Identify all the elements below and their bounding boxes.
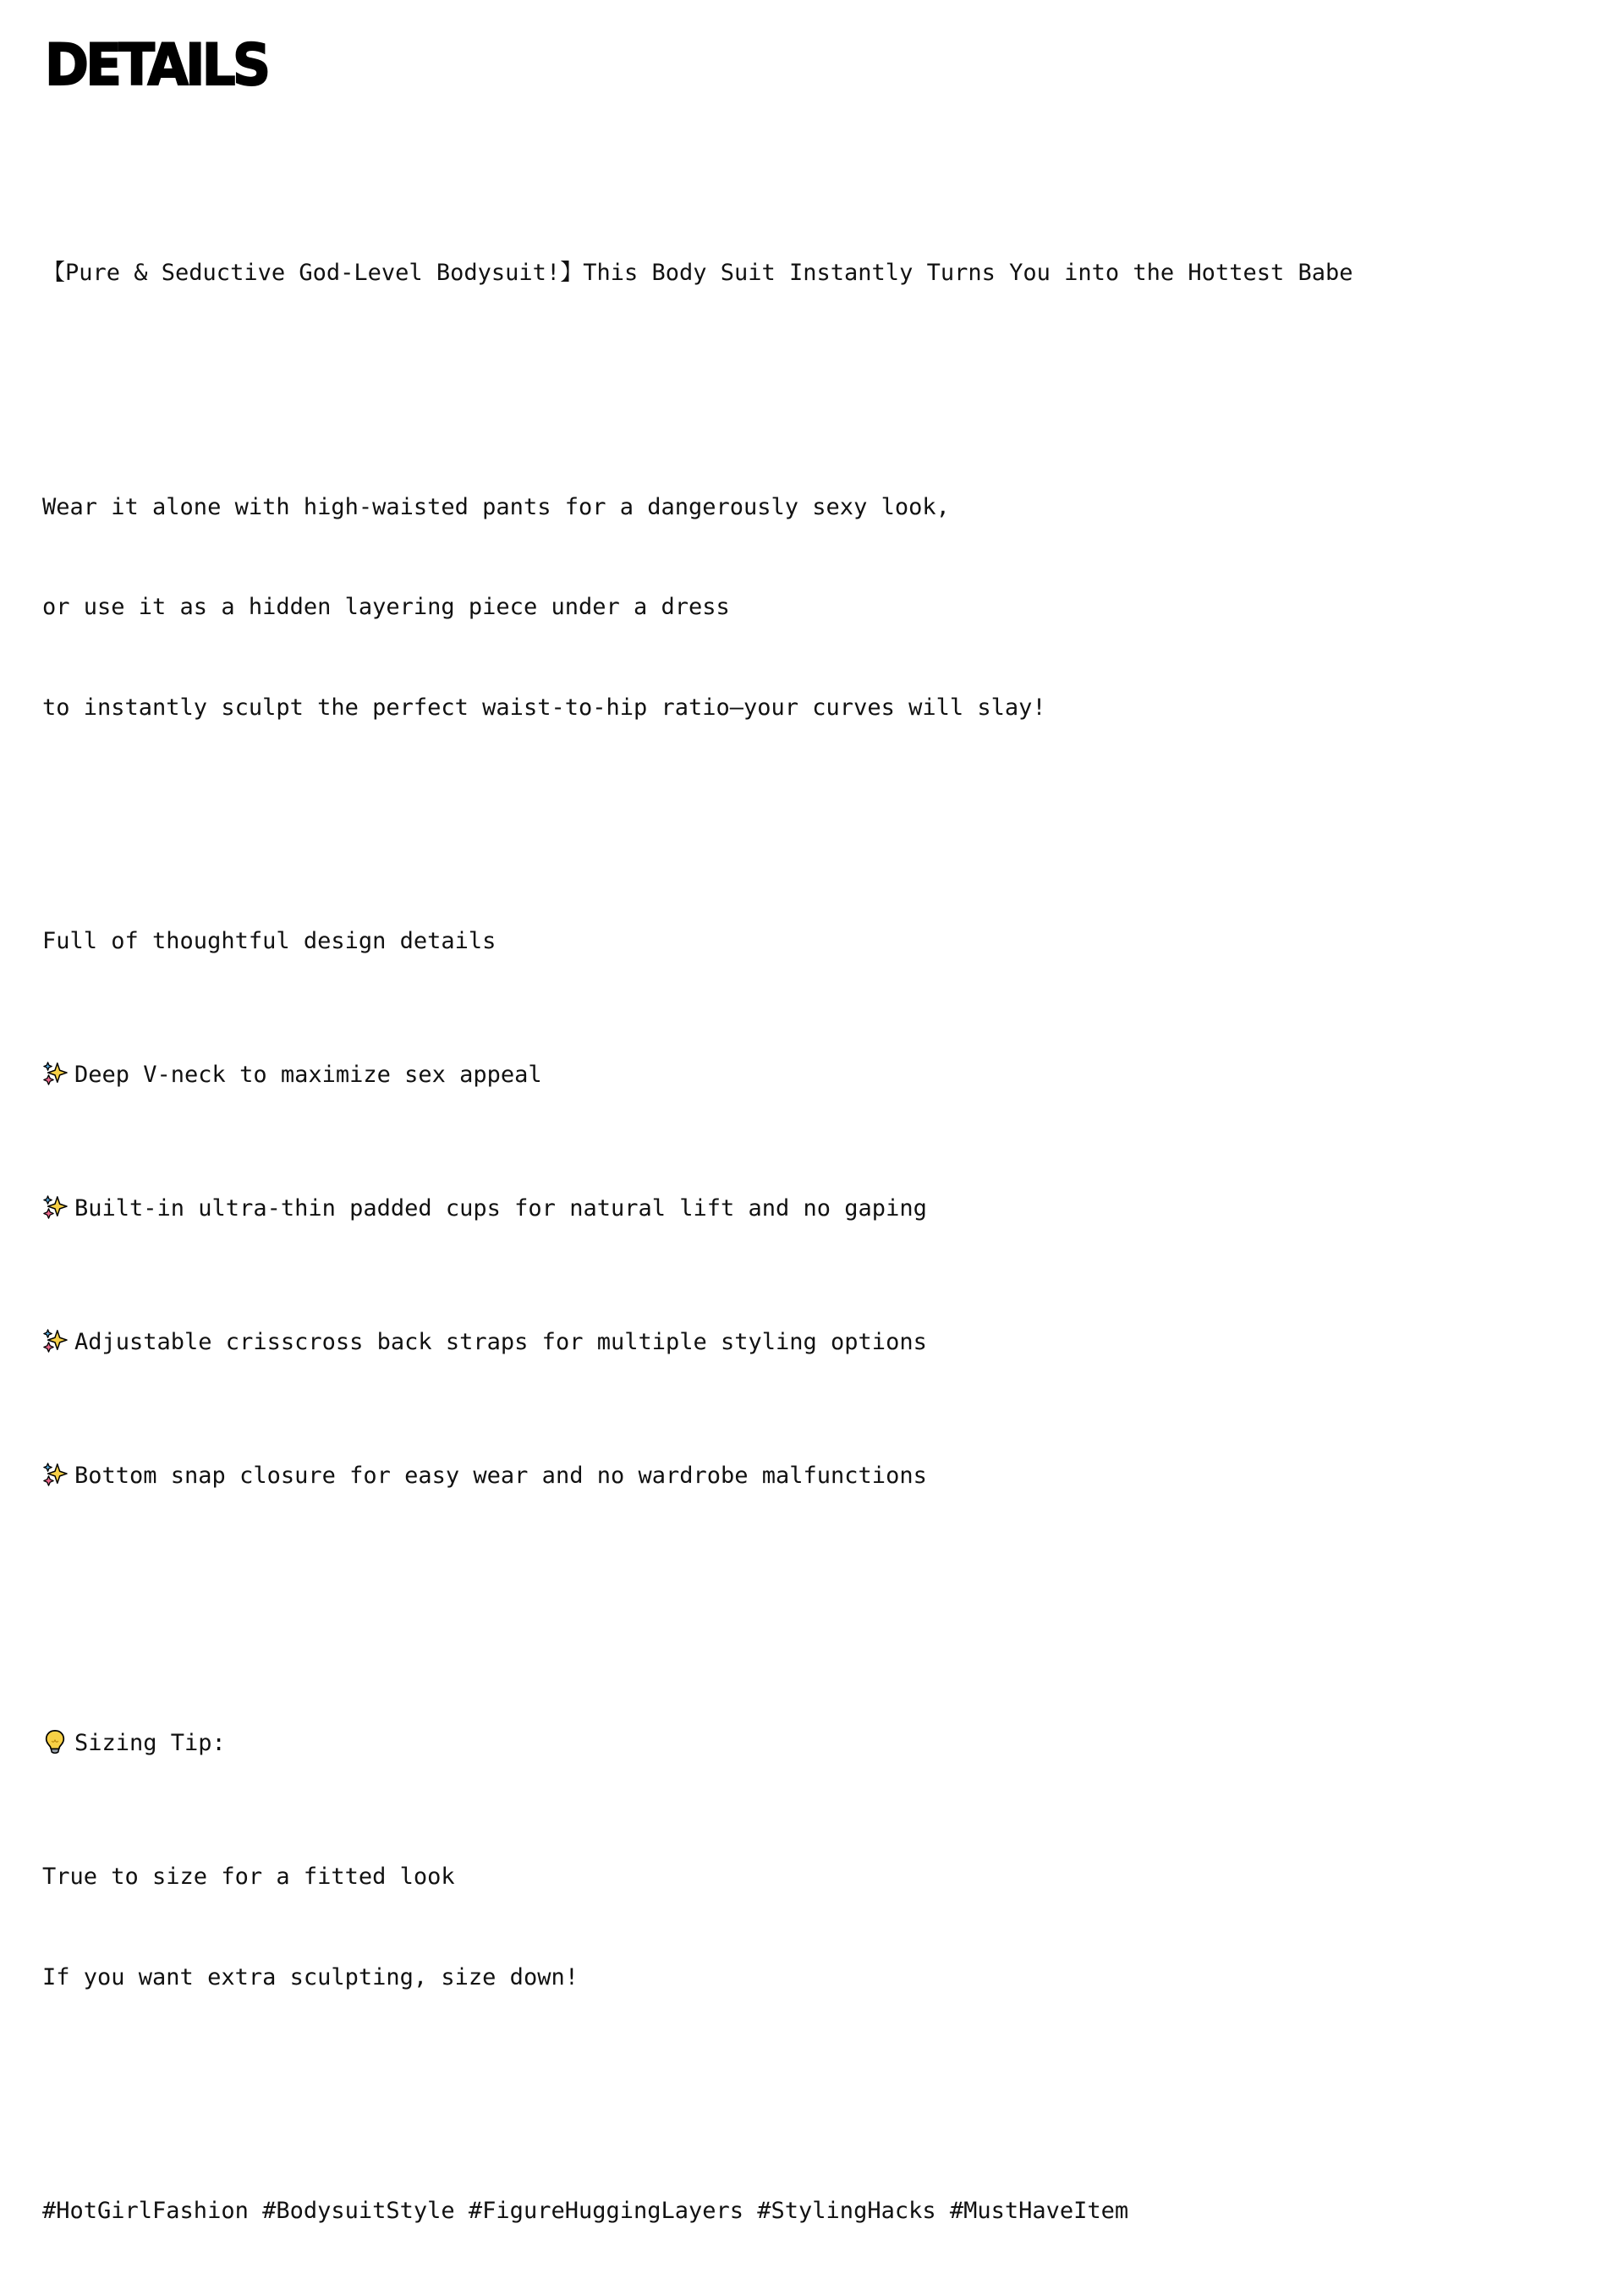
feature-text: Adjustable crisscross back straps for multiple styling options	[74, 1329, 927, 1355]
product-description	[42, 189, 1353, 2295]
sizing-line: True to size for a fitted look	[42, 1864, 455, 1890]
spacer	[42, 791, 1353, 825]
intro-line: or use it as a hidden layering piece under a dress	[42, 594, 730, 620]
features-heading: Full of thoughtful design details	[42, 928, 497, 954]
page-title: DETAILS	[45, 32, 268, 99]
spacer	[42, 357, 1353, 391]
lightbulb-icon	[42, 1729, 68, 1754]
sizing-heading-line	[42, 1727, 1353, 1760]
feature-text: Bottom snap closure for easy wear and no wardrobe malfunctions	[74, 1463, 927, 1489]
intro-line: Wear it alone with high-waisted pants for a dangerously sexy look,	[42, 493, 950, 520]
spacer	[42, 2061, 1353, 2095]
feature-text: Built-in ultra-thin padded cups for natural lift and no gaping	[74, 1195, 927, 1222]
feature-text: Deep V-neck to maximize sex appeal	[74, 1062, 542, 1088]
sizing-line: If you want extra sculpting, size down!	[42, 1963, 579, 1990]
intro-line: to instantly sculpt the perfect waist-to-hip ratio—your curves will slay!	[42, 694, 1046, 721]
spacer	[42, 1593, 1353, 1627]
feature-item	[42, 1192, 1353, 1226]
hashtags: #HotGirlFashion #BodysuitStyle #FigureHuggingLayers #StylingHacks #MustHaveItem	[42, 2198, 1129, 2224]
feature-item	[42, 1058, 1353, 1092]
sparkles-icon	[42, 1194, 68, 1220]
sparkles-icon	[42, 1328, 68, 1353]
feature-item	[42, 1459, 1353, 1493]
sparkles-icon	[42, 1061, 68, 1086]
description-headline: 【Pure & Seductive God-Level Bodysuit!】This Body Suit Instantly Turns You into the Hottest Babe	[42, 260, 1353, 286]
feature-item	[42, 1326, 1353, 1359]
sizing-heading: Sizing Tip:	[74, 1730, 226, 1756]
sparkles-icon	[42, 1462, 68, 1487]
